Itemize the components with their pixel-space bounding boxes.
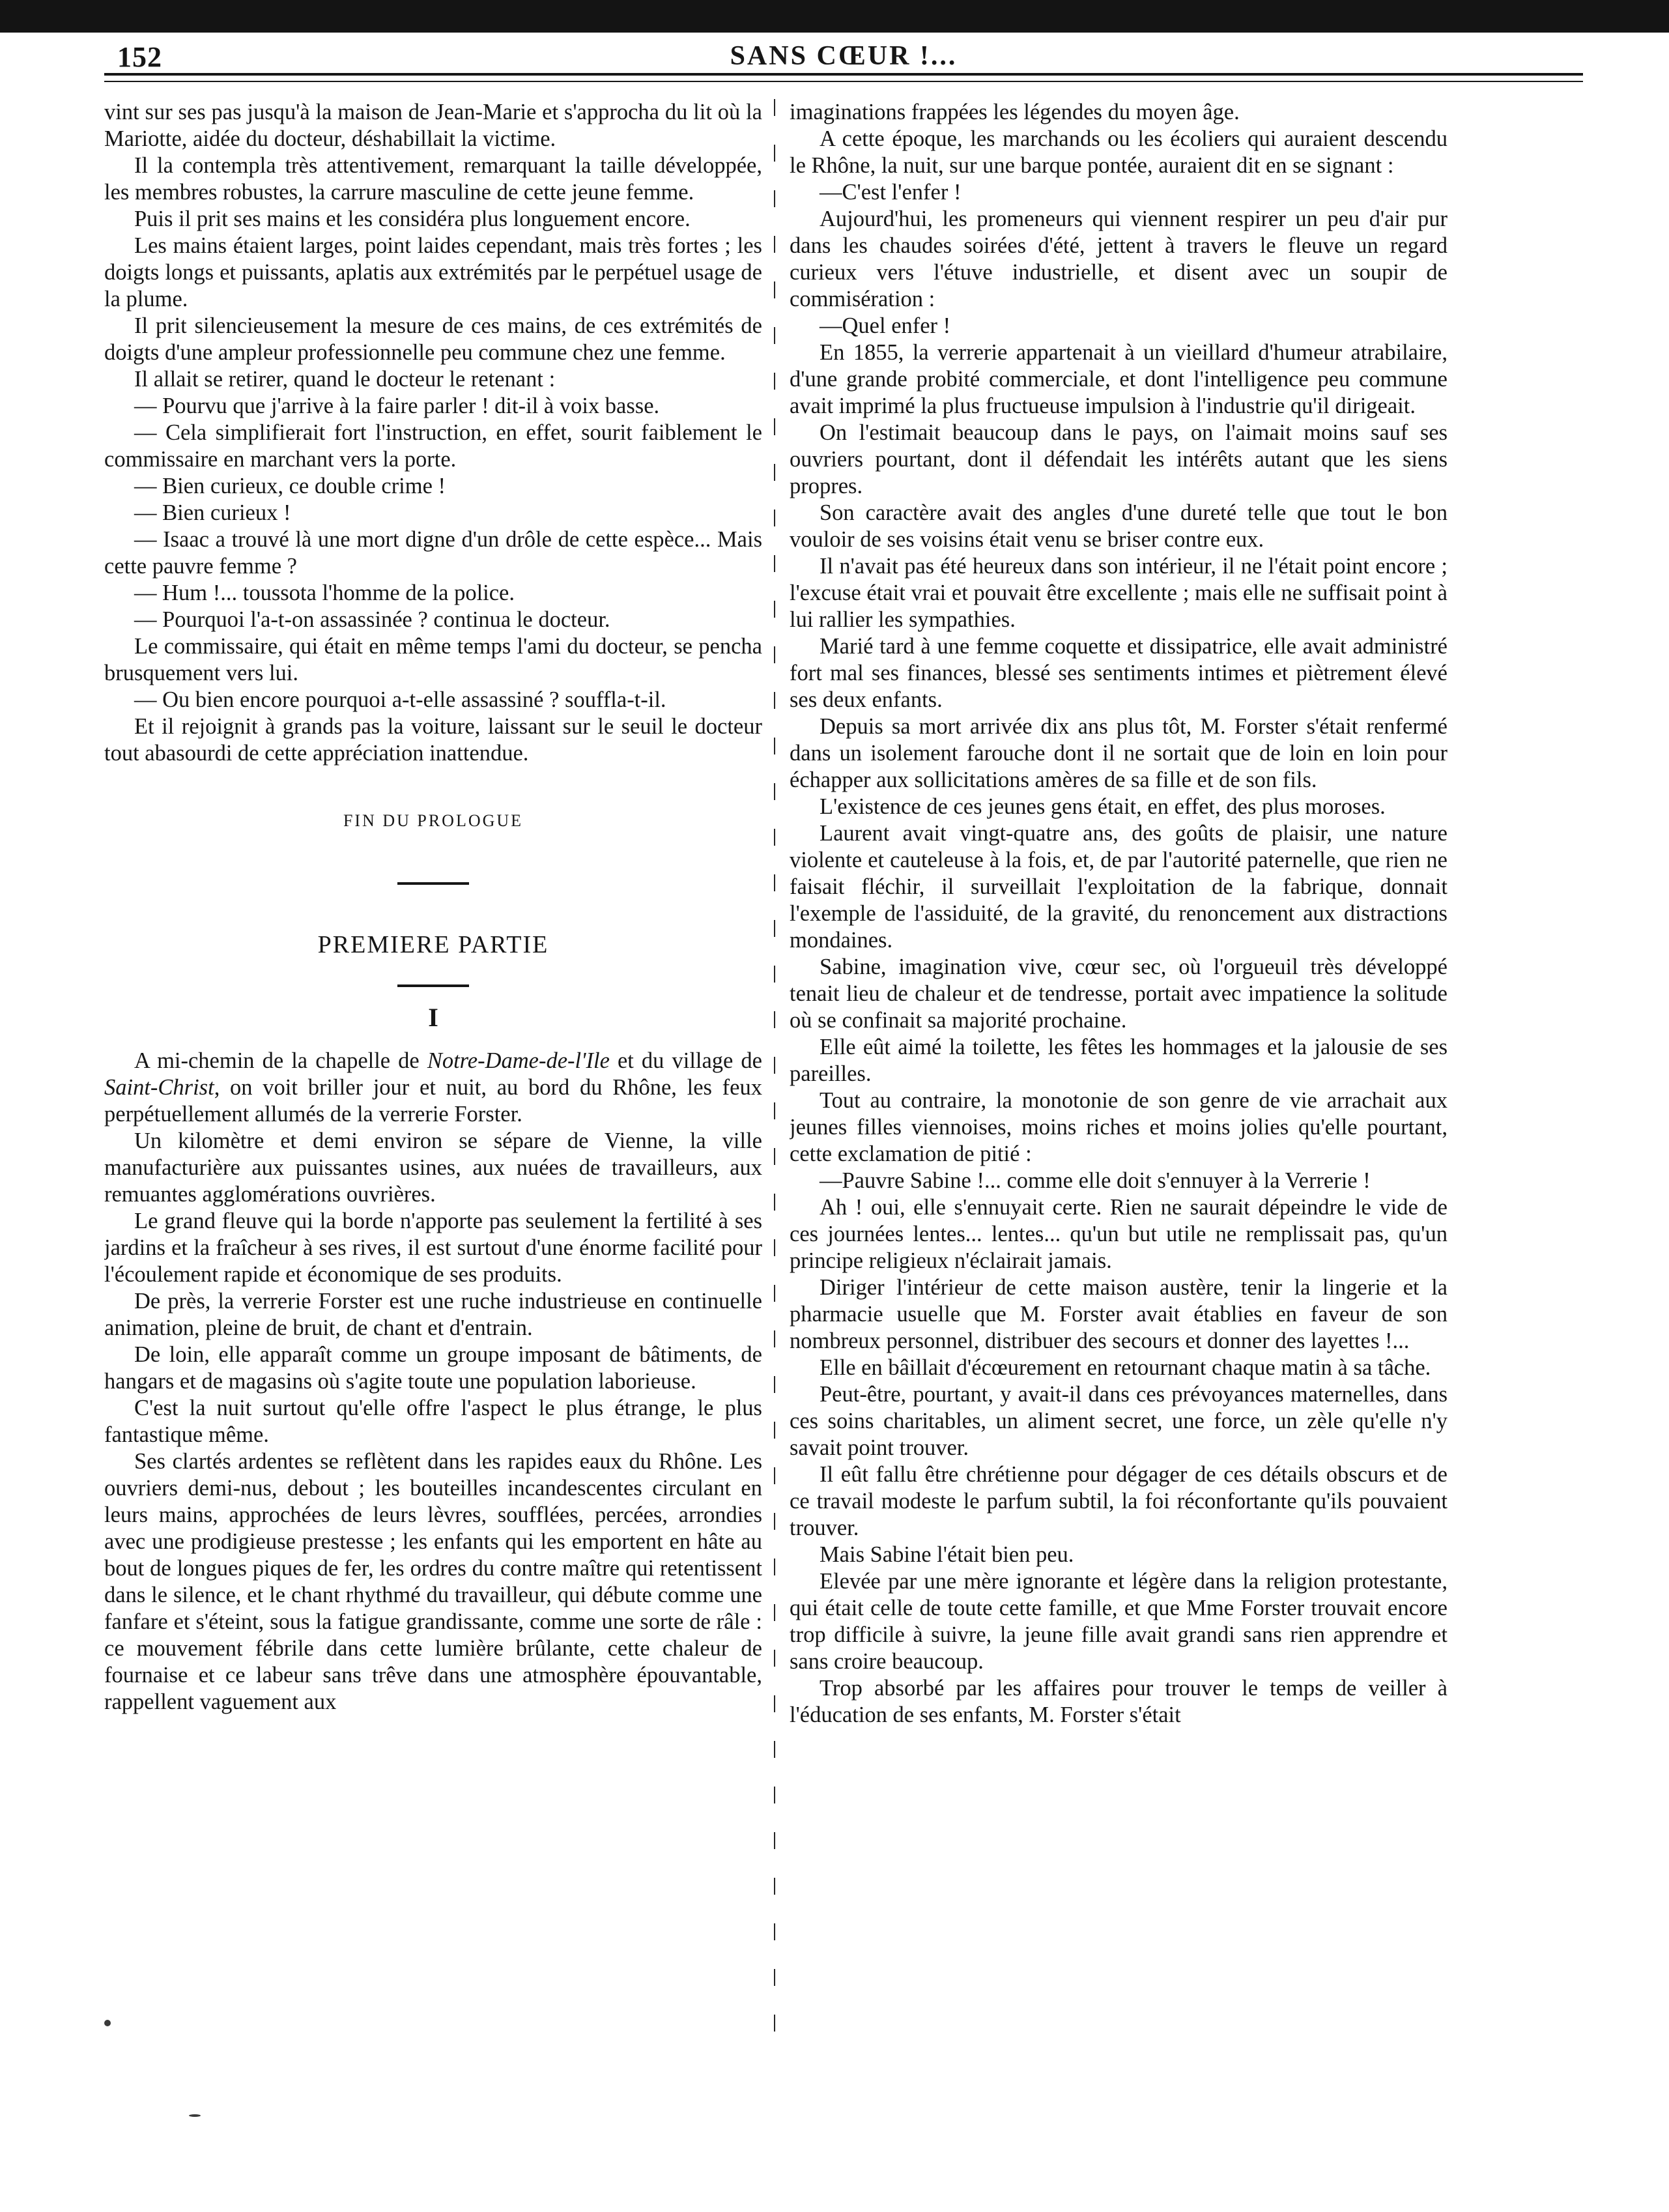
paragraph: — Ou bien encore pourquoi a-t-elle assassiné ? souffla-t-il.	[134, 687, 666, 712]
paragraph: Les mains étaient larges, point laides cependant, mais très fortes ; les doigts longs et puissants, aplatis aux extrémités par le perpétuel usage de la plume.	[104, 233, 762, 311]
running-title: SANS CŒUR !...	[730, 41, 958, 71]
place-name: Notre-Dame-de-l'Ile	[427, 1048, 610, 1073]
top-black-band	[0, 0, 1669, 33]
part-title: PREMIERE PARTIE	[317, 931, 549, 958]
paragraph: Mais Sabine l'était bien peu.	[820, 1542, 1074, 1567]
paragraph: Il la contempla très attentivement, remarquant la taille développée, les membres robustes, la carrure masculine de cette jeune femme.	[104, 153, 762, 205]
paragraph: A cette époque, les marchands ou les écoliers qui auraient descendu le Rhône, la nuit, sur une barque pontée, auraient dit en se signant :	[790, 126, 1448, 178]
paragraph: —Pauvre Sabine !... comme elle doit s'ennuyer à la Verrerie !	[820, 1168, 1371, 1193]
paragraph: En 1855, la verrerie appartenait à un vieillard d'humeur atrabilaire, d'une grande probité commerciale, et dont l'intelligence peu commune avait imprimé la plus fructueuse impulsion à l'industrie qu'il dirigeait.	[790, 340, 1448, 418]
section-divider	[397, 882, 469, 885]
place-name: Saint-Christ	[104, 1075, 214, 1100]
paragraph: Ah ! oui, elle s'ennuyait certe. Rien ne saurait dépeindre le vide de ces journées lentes... lentes... qu'un but utile ne remplissait pas, qu'un principe religieux n'éclairait jamais.	[790, 1195, 1448, 1273]
paragraph: Il n'avait pas été heureux dans son intérieur, il ne l'était point encore ; l'excuse était vrai et pouvait être excellente ; mais elle ne suffisait point à lui rallier les sympathies.	[790, 554, 1448, 632]
paragraph	[104, 1048, 762, 1128]
paragraph: L'existence de ces jeunes gens était, en effet, des plus moroses.	[820, 794, 1386, 819]
paragraph: Son caractère avait des angles d'une dureté telle que tout le bon vouloir de ses voisins était venu se briser contre eux.	[790, 500, 1448, 552]
chapter-number: I	[428, 1003, 438, 1032]
paragraph: Un kilomètre et demi environ se sépare de Vienne, la ville manufacturière aux puissantes usines, aux nuées de travailleurs, aux remuantes agglomérations ouvrières.	[104, 1128, 762, 1207]
paragraph: Ses clartés ardentes se reflètent dans les rapides eaux du Rhône. Les ouvriers demi-nus, debout ; les bouteilles incandescentes circulant en leurs mains, approchées de leurs lèvres, soufflées, percées, arrondies avec une prodigieuse prestesse ; les enfants qui les emportent en hâte au bout de longues piques de fer, les ordres du contre maître qui retentissent dans le silence, et le chant rhythmé du travailleur, qui débute comme une fanfare et s'éteint, sous la fatigue grandissante, comme une sorte de râle : ce mouvement fébrile dans cette lumière brûlante, cette chaleur de fournaise et ce labeur sans trêve dans une atmosphère épouvantable, rappellent vaguement aux	[104, 1449, 762, 1714]
header-rule-thin	[104, 81, 1583, 82]
paragraph: Le commissaire, qui était en même temps l'ami du docteur, se pencha brusquement vers lui.	[104, 634, 762, 685]
right-column	[790, 99, 1448, 2080]
paragraph: Peut-être, pourtant, y avait-il dans ces prévoyances maternelles, dans ces soins charitables, un aliment secret, une force, un zèle qu'elle n'y savait point trouver.	[790, 1382, 1448, 1460]
ink-speck	[189, 2114, 201, 2117]
paragraph: — Isaac a trouvé là une mort digne d'un drôle de cette espèce... Mais cette pauvre femme ?	[104, 527, 762, 579]
paragraph: Diriger l'intérieur de cette maison austère, tenir la lingerie et la pharmacie usuelle que M. Forster avait établies en faveur de son nombreux personnel, distribuer des secours et donner des layettes !...	[790, 1275, 1448, 1353]
paragraph: — Bien curieux !	[134, 500, 291, 525]
paragraph: Marié tard à une femme coquette et dissipatrice, elle avait administré fort mal ses finances, blessé ses sentiments intimes et piètrement élevé ses deux enfants.	[790, 634, 1448, 712]
paragraph: imaginations frappées les légendes du moyen âge.	[790, 100, 1240, 124]
paragraph: Elle en bâillait d'écœurement en retournant chaque matin à sa tâche.	[820, 1355, 1431, 1380]
paragraph: Tout au contraire, la monotonie de son genre de vie arrachait aux jeunes filles viennoises, moins riches et moins jolies qu'elle pourtant, cette exclamation de pitié :	[790, 1088, 1448, 1166]
paragraph: C'est la nuit surtout qu'elle offre l'aspect le plus étrange, le plus fantastique même.	[104, 1396, 762, 1447]
paragraph: —C'est l'enfer !	[820, 180, 962, 205]
paragraph: vint sur ses pas jusqu'à la maison de Jean-Marie et s'approcha du lit où la Mariotte, aidée du docteur, déshabillait la victime.	[104, 100, 762, 151]
paragraph: Laurent avait vingt-quatre ans, des goûts de plaisir, une nature violente et cauteleuse à la fois, et, de par l'autorité paternelle, que rien ne faisait fléchir, il surveillait l'exploitation de la fabrique, donnait l'exemple de l'assiduité, de la gravité, du renoncement aux distractions mondaines.	[790, 821, 1448, 953]
paragraph: Trop absorbé par les affaires pour trouver le temps de veiller à l'éducation de ses enfants, M. Forster s'était	[790, 1676, 1448, 1727]
paragraph: — Pourvu que j'arrive à la faire parler ! dit-il à voix basse.	[134, 394, 660, 418]
paragraph: Et il rejoignit à grands pas la voiture, laissant sur le seuil le docteur tout abasourdi de cette appréciation inattendue.	[104, 714, 762, 766]
header-rule	[104, 73, 1583, 76]
paragraph: Elle eût aimé la toilette, les fêtes les hommages et la jalousie de ses pareilles.	[790, 1035, 1448, 1086]
paragraph: Depuis sa mort arrivée dix ans plus tôt, M. Forster s'était renfermé dans un isolement farouche dont il ne sortait que de loin en loin pour échapper aux sollicitations amères de sa fille et de son fils.	[790, 714, 1448, 792]
left-column	[104, 99, 762, 2080]
paragraph: — Cela simplifierait fort l'instruction, en effet, sourit faiblement le commissaire en marchant vers la porte.	[104, 420, 762, 472]
paragraph: Sabine, imagination vive, cœur sec, où l'orgueuil très développé tenait lieu de chaleur et de tendresse, portait avec impatience la solitude où se confinait sa majorité prochaine.	[790, 955, 1448, 1033]
section-divider	[397, 984, 469, 987]
end-of-prologue: FIN DU PROLOGUE	[343, 811, 524, 830]
paragraph: De près, la verrerie Forster est une ruche industrieuse en continuelle animation, pleine de bruit, de chant et d'entrain.	[104, 1289, 762, 1340]
paragraph: — Hum !... toussota l'homme de la police.	[134, 581, 515, 605]
paragraph: Il prit silencieusement la mesure de ces mains, de ces extrémités de doigts d'une ampleur professionnelle peu commune chez une femme.	[104, 313, 762, 365]
paragraph: Aujourd'hui, les promeneurs qui viennent respirer un peu d'air pur dans les chaudes soirées d'été, jettent à travers le fleuve un regard curieux vers l'étuve industrielle, et disent avec un soupir de commisération :	[790, 207, 1448, 311]
paragraph: Il eût fallu être chrétienne pour dégager de ces détails obscurs et de ce travail modeste le parfum subtil, la foi réconfortante qu'ils pouvaient trouver.	[790, 1462, 1448, 1540]
paragraph: —Quel enfer !	[820, 313, 951, 338]
paragraph: Il allait se retirer, quand le docteur le retenant :	[134, 367, 556, 392]
page-number: 152	[117, 41, 162, 73]
paragraph: — Bien curieux, ce double crime !	[134, 474, 446, 498]
paragraph: Puis il prit ses mains et les considéra plus longuement encore.	[134, 207, 691, 231]
page-header	[104, 40, 1583, 77]
paragraph: De loin, elle apparaît comme un groupe imposant de bâtiments, de hangars et de magasins où s'agite toute une population laborieuse.	[104, 1342, 762, 1394]
column-separator	[774, 99, 775, 2054]
text-run: et du village de	[609, 1048, 762, 1073]
text-run: , on voit briller jour et nuit, au bord du Rhône, les feux perpétuellement allumés de la verrerie Forster.	[104, 1075, 762, 1127]
text-run: A mi-chemin de la chapelle de	[134, 1048, 427, 1073]
paragraph: — Pourquoi l'a-t-on assassinée ? continua le docteur.	[134, 607, 610, 632]
ink-speck	[104, 2020, 111, 2026]
paragraph: On l'estimait beaucoup dans le pays, on l'aimait moins sauf ses ouvriers pourtant, dont il défendait les intérêts autant que les siens propres.	[790, 420, 1448, 498]
paragraph: Elevée par une mère ignorante et légère dans la religion protestante, qui était celle de toute cette famille, et que Mme Forster trouvait encore trop difficile à suivre, la jeune fille avait grandi sans rien apprendre et sans croire beaucoup.	[790, 1569, 1448, 1674]
paragraph: Le grand fleuve qui la borde n'apporte pas seulement la fertilité à ses jardins et la fraîcheur à ses rives, il est surtout d'une énorme facilité pour l'écoulement rapide et économique de ses produits.	[104, 1209, 762, 1287]
